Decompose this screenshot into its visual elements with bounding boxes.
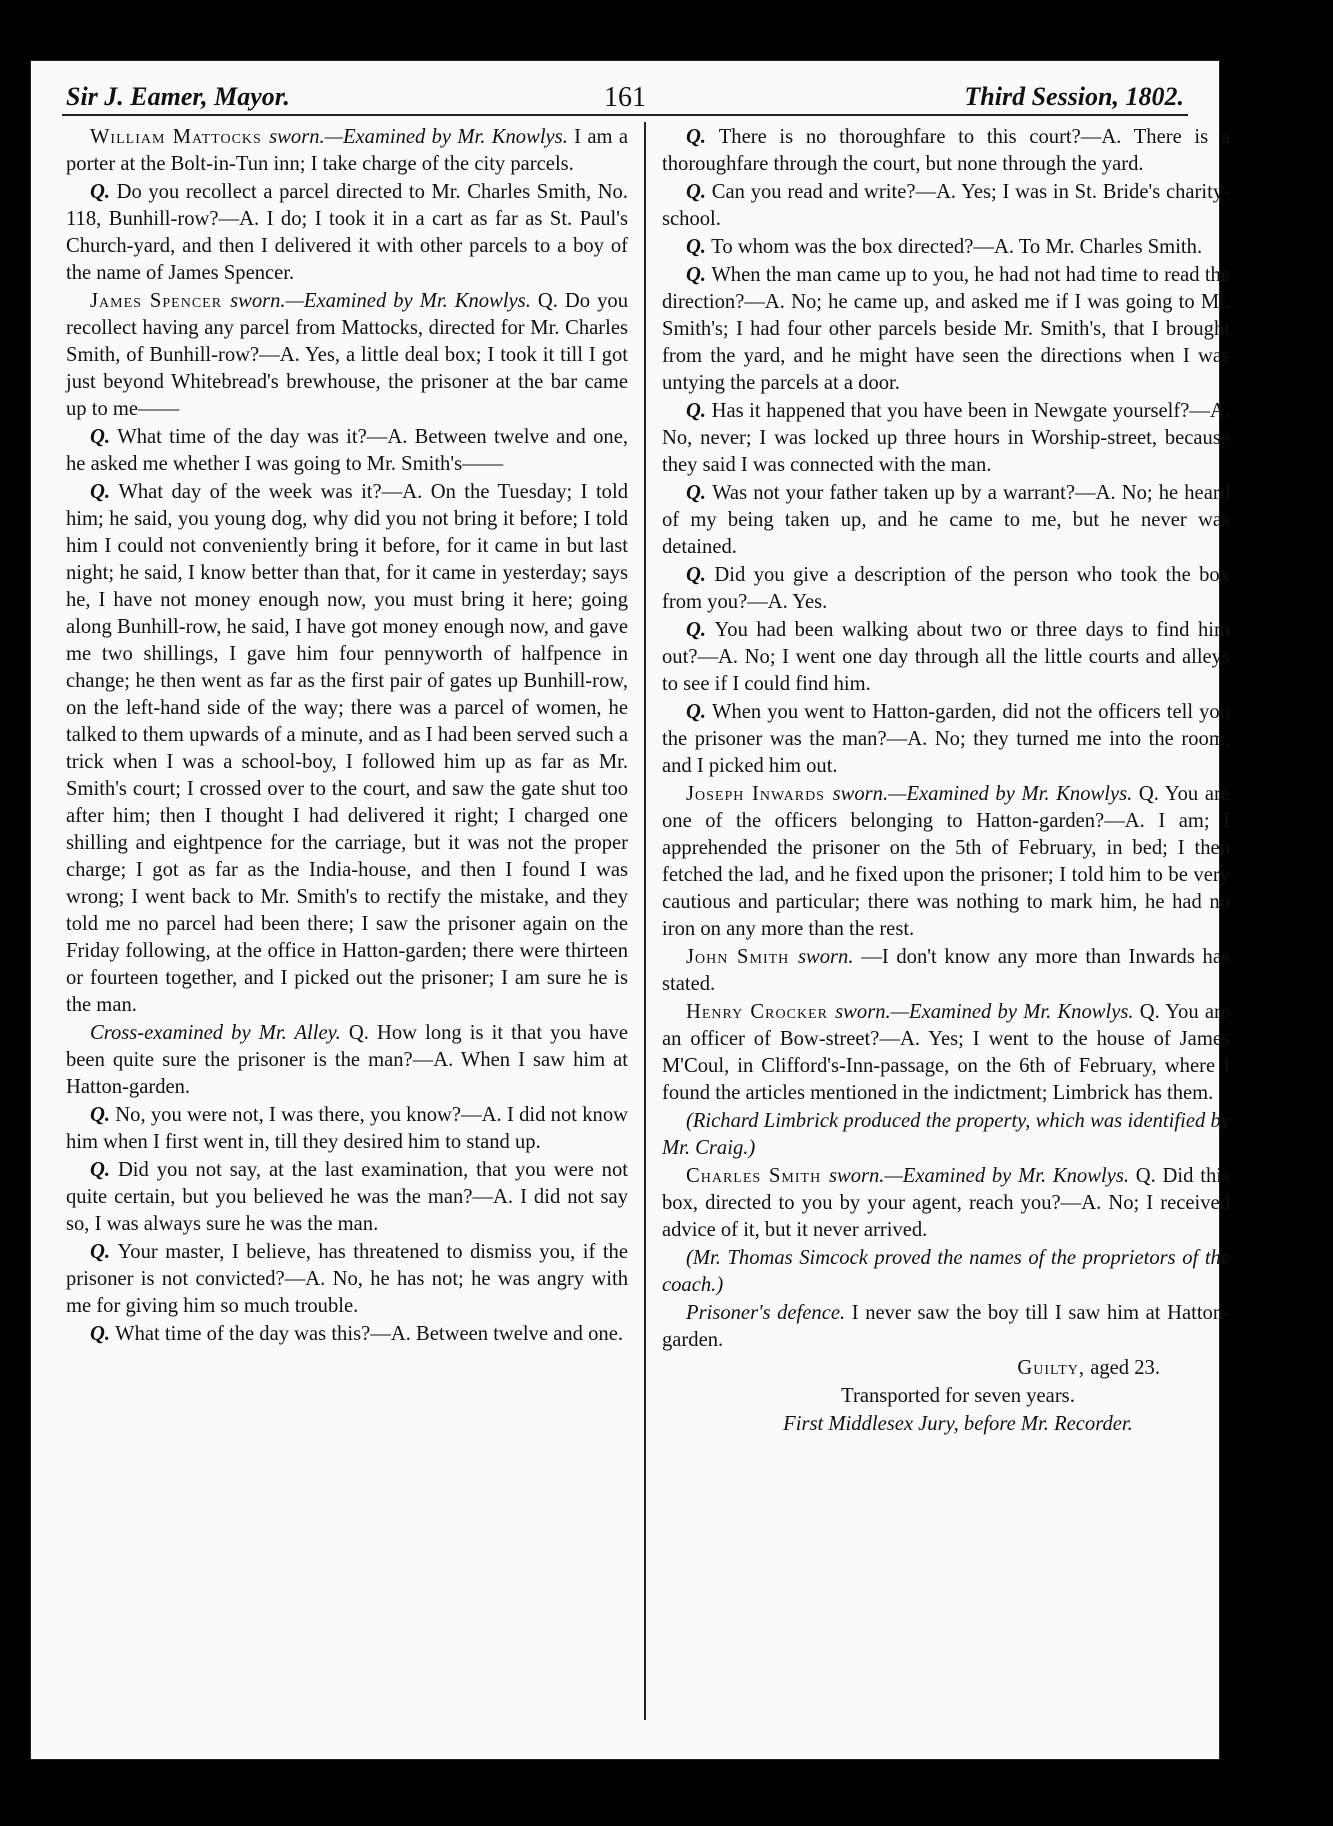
paragraph <box>66 1102 628 1156</box>
paragraph-text: Was not your father taken up by a warrant?—A. No; he heard of my being taken up, and he came to me, but he never was detained. <box>662 482 1230 558</box>
paragraph-text: Q. You are one of the officers belonging to Hatton-garden?—A. I am; I apprehended the prisoner on the 5th of February, in bed; I then fetched the lad, and he fixed upon the prisoner; I told him to be very cautious and particular; there was nothing to mark him, he had no iron on any more than the rest. <box>662 783 1230 940</box>
paragraph <box>66 1157 628 1238</box>
paragraph <box>66 288 628 423</box>
paragraph <box>662 480 1230 561</box>
paragraph <box>66 479 628 1019</box>
paragraph <box>662 699 1230 780</box>
paragraph <box>662 999 1230 1107</box>
page-number: 161 <box>604 82 646 113</box>
speaker-lead: Joseph Inwards <box>686 783 833 805</box>
question-mark: Q. <box>90 1323 116 1345</box>
question-mark: Q. <box>686 701 713 723</box>
paragraph <box>662 1108 1230 1162</box>
speaker-lead: Prisoner's defence. <box>686 1302 852 1324</box>
paragraph <box>662 781 1230 943</box>
paragraph-text: When you went to Hatton-garden, did not the officers tell you the prisoner was the man?—A. No; they turned me into the room, and I picked him out. <box>662 701 1230 777</box>
paragraph-text: When the man came up to you, he had not had time to read the direction?—A. No; he came up, and asked me if I was going to Mr. Smith's; I had four other parcels beside Mr. Smith's, that I brought from the yard, and he might have seen the directions when I was untying the parcels at a door. <box>662 264 1230 394</box>
paragraph <box>662 179 1230 233</box>
verdict-age: aged 23. <box>1090 1357 1160 1379</box>
paragraph-text: Your master, I believe, has threatened to dismiss you, if the prisoner is not convicted?—A. No, he has not; he was angry with me for giving him so much trouble. <box>66 1241 628 1317</box>
question-mark: Q. <box>90 1159 118 1181</box>
oath-note: sworn.—Examined by Mr. Knowlys. <box>832 783 1139 805</box>
column-divider <box>644 122 646 1720</box>
left-column <box>66 124 628 1724</box>
oath-note: sworn.—Examined by Mr. Knowlys. <box>835 1001 1140 1023</box>
verdict-label: Guilty, <box>1017 1357 1086 1379</box>
paragraph-text: Did you give a description of the person who took the box from you?—A. Yes. <box>662 564 1230 613</box>
paragraph-text: Q. How long is it that you have been quite sure the prisoner is the man?—A. When I saw him at Hatton-garden. <box>66 1022 628 1098</box>
question-mark: Q. <box>90 181 117 203</box>
question-mark: Q. <box>90 481 119 503</box>
paragraph-text: There is no thoroughfare to this court?—A. There is a thoroughfare through the court, but none through the yard. <box>662 126 1230 175</box>
paragraph <box>662 562 1230 616</box>
oath-note: sworn. <box>798 946 862 968</box>
question-mark: Q. <box>686 400 712 422</box>
paragraph-text: Did you not say, at the last examination, that you were not quite certain, but you believed he was the man?—A. I did not say so, I was always sure he was the man. <box>66 1159 628 1235</box>
paragraph <box>66 1321 628 1348</box>
paragraph-text: Can you read and write?—A. Yes; I was in St. Bride's charity-school. <box>662 181 1230 230</box>
question-mark: Q. <box>686 181 712 203</box>
paragraph-text: Do you recollect a parcel directed to Mr. Charles Smith, No. 118, Bunhill-row?—A. I do; I took it in a cart as far as St. Paul's Church-yard, and then I delivered it with other parcels to a boy of the name of James Spencer. <box>66 181 629 284</box>
question-mark: Q. <box>686 264 712 286</box>
paragraph-text: No, you were not, I was there, you know?—A. I did not know him when I first went in, till they desired him to stand up. <box>66 1104 628 1153</box>
paragraph <box>662 262 1230 397</box>
paragraph-text: You had been walking about two or three days to find him out?—A. No; I went one day through all the little courts and alleys to see if I could find him. <box>662 619 1230 695</box>
paragraph-text: What time of the day was this?—A. Between twelve and one. <box>115 1323 623 1345</box>
paragraph <box>662 944 1230 998</box>
paragraph-text: I never saw the boy till I saw him at Hatton-garden. <box>662 1302 1230 1351</box>
paragraph <box>66 424 628 478</box>
paragraph <box>662 1163 1230 1244</box>
speaker-lead: Henry Crocker <box>686 1001 836 1023</box>
paragraph <box>662 234 1230 261</box>
paragraph <box>662 398 1230 479</box>
paragraph-text: What time of the day was it?—A. Between twelve and one, he asked me whether I was going to Mr. Smith's—— <box>66 426 629 475</box>
header-session: Third Session, 1802. <box>964 82 1184 111</box>
verdict <box>662 1355 1230 1382</box>
speaker-lead: Charles Smith <box>686 1165 829 1187</box>
header-rule <box>62 114 1188 116</box>
speaker-lead: James Spencer <box>90 290 231 312</box>
speaker-lead: Cross-examined by Mr. Alley. <box>90 1022 349 1044</box>
question-mark: Q. <box>686 482 713 504</box>
paragraph-text: —I don't know any more than Inwards has stated. <box>662 946 1231 995</box>
sentence: Transported for seven years. <box>841 1385 1075 1407</box>
question-mark: Q. <box>686 564 715 586</box>
paragraph-text: Q. You are an officer of Bow-street?—A. Yes; I went to the house of James M'Coul, in Clifford's-Inn-passage, on the 6th of February, where I found the articles mentioned in the indictment; Limbrick has them. <box>662 1001 1230 1104</box>
question-mark: Q. <box>686 619 715 641</box>
running-header <box>66 82 1184 126</box>
question-mark: Q. <box>90 1241 118 1263</box>
paragraph <box>662 124 1230 178</box>
paragraph <box>662 1300 1230 1354</box>
question-mark: Q. <box>686 236 712 258</box>
question-mark: Q. <box>90 426 118 448</box>
paragraph-text: I am a porter at the Bolt-in-Tun inn; I take charge of the city parcels. <box>66 126 628 175</box>
paragraph-text: (Richard Limbrick produced the property, which was identified by Mr. Craig.) <box>662 1110 1230 1159</box>
oath-note: sworn.—Examined by Mr. Knowlys. <box>269 126 575 148</box>
paragraph <box>66 1020 628 1101</box>
paragraph <box>662 1245 1230 1299</box>
paragraph <box>662 617 1230 698</box>
right-column <box>662 124 1230 1724</box>
speaker-lead: John Smith <box>686 946 798 968</box>
jury-note: First Middlesex Jury, before Mr. Recorder. <box>783 1413 1133 1435</box>
paragraph <box>66 124 628 178</box>
paragraph-text: Q. Do you recollect having any parcel from Mattocks, directed for Mr. Charles Smith, of Bunhill-row?—A. Yes, a little deal box; I took it till I got just beyond Whitebread's brewhouse, the prisoner at the bar came up to me—— <box>66 290 628 420</box>
header-mayor: Sir J. Eamer, Mayor. <box>66 82 290 111</box>
paragraph-text: (Mr. Thomas Simcock proved the names of the proprietors of the coach.) <box>662 1247 1230 1296</box>
document-page <box>30 60 1231 1760</box>
paragraph-text: Q. Did this box, directed to you by your agent, reach you?—A. No; I received advice of it, but it never arrived. <box>662 1165 1230 1241</box>
oath-note: sworn.—Examined by Mr. Knowlys. <box>230 290 538 312</box>
paragraph-text: Has it happened that you have been in Newgate yourself?—A. No, never; I was locked up three hours in Worship-street, because they said I was connected with the man. <box>662 400 1230 476</box>
paragraph <box>66 179 628 287</box>
paragraph <box>66 1239 628 1320</box>
question-mark: Q. <box>686 126 719 148</box>
oath-note: sworn.—Examined by Mr. Knowlys. <box>828 1165 1136 1187</box>
paragraph-text: What day of the week was it?—A. On the Tuesday; I told him; he said, you young dog, why did you not bring it before; I told him I could not conveniently bring it before, for it came in but last night; he said, I know better than that, for it came in yesterday; says he, I have not money enough now, you must bring it here; going along Bunhill-row, he said, I have got money enough now, and gave me two shillings, I gave him four pennyworth of halfpence in change; he then went as far as the first pair of gates up Bunhill-row, on the left-hand side of the way; there was a parcel of women, he talked to them upwards of a minute, and as I had been served such a trick when I was a school-boy, I followed him up as far as Mr. Smith's court; I crossed over to the court, and saw the gate shut too after him; then I thought I had delivered it right; I charged one shilling and eightpence for the carriage, but it was not the proper charge; I got as far as the India-house, and then I found I was wrong; I went back to Mr. Smith's to rectify the mistake, and they told me no parcel had been there; I saw the prisoner again on the Friday following, at the office in Hatton-garden; there were thirteen or fourteen together, and I picked out the prisoner; I am sure he is the man. <box>66 481 628 1016</box>
speaker-lead: William Mattocks <box>90 126 270 148</box>
question-mark: Q. <box>90 1104 116 1126</box>
paragraph-text: To whom was the box directed?—A. To Mr. Charles Smith. <box>711 236 1203 258</box>
